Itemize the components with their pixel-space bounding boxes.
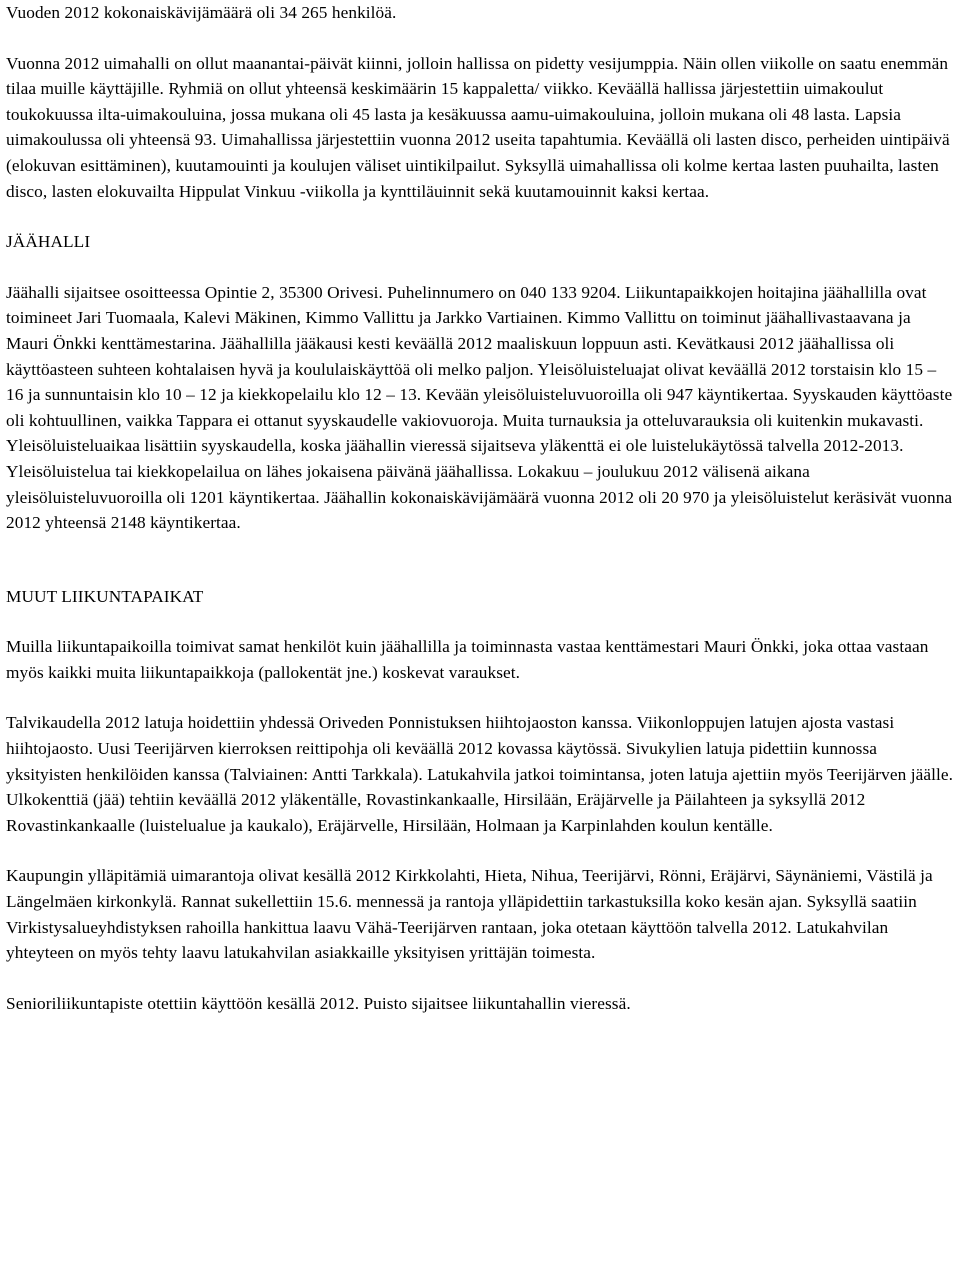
paragraph-spacer [6,609,956,634]
other-facilities-paragraph-staff: Muilla liikuntapaikoilla toimivat samat henkilöt kuin jäähallilla ja toiminnasta vastaa kenttämestari Mauri Önkki, joka ottaa vastaan myös kaikki muita liikuntapaikkoja (pallokentät jne.) koskevat varaukset. [6,637,929,682]
other-facilities-paragraph-beaches: Kaupungin ylläpitämiä uimarantoja olivat kesällä 2012 Kirkkolahti, Hieta, Nihua, Teerijärvi, Rönni, Eräjärvi, Säynäniemi, Västilä ja Längelmäen kirkonkylä. Rannat sukellettiin 15.6. mennessä ja rantoja ylläpidettiin tarkastuksilla koko kesän ajan. Syksyllä saatiin Virkistysalueyhdistyksen rahoilla hankittua laavu Vähä-Teerijärven rantaan, joka otetaan käyttöön talvella 2012. Latukahvilan yhteyteen on myös tehty laavu latukahvilan asiakkaille yksityisen yrittäjän toimesta. [6,866,933,963]
ice-hall-paragraph: Jäähalli sijaitsee osoitteessa Opintie 2, 35300 Orivesi. Puhelinnumero on 040 133 9204. Liikuntapaikkojen hoitajina jäähallilla ovat toimineet Jari Tuomaala, Kalevi Mäkinen, Kimmo Vallittu ja Jarkko Vartiainen. Kimmo Vallittu on toiminut jäähallivastaavana ja Mauri Önkki kenttämestarina. Jäähallilla jääkausi kesti keväällä 2012 maaliskuun loppuun asti. Kevätkausi 2012 jäähallissa oli käyttöasteen suhteen kohtalaisen hyvä ja koululaiskäyttöä oli melko paljon. Yleisöluisteluajat olivat keväällä 2012 torstaisin klo 15 – 16 ja sunnuntaisin klo 10 – 12 ja kiekkopelailu klo 12 – 13. Kevään yleisöluisteluvuoroilla oli 947 käyntikertaa. Syyskauden käyttöaste oli kohtuullinen, vaikka Tappara ei ottanut syyskaudelle vakiovuoroja. Muita turnauksia ja otteluvarauksia oli kuitenkin mukavasti. Yleisöluisteluaikaa lisättiin syyskaudella, koska jäähallin vieressä sijaitseva yläkenttä ei ole luistelukäytössä talvella 2012-2013. Yleisöluistelua tai kiekkopelailua on lähes jokaisena päivänä jäähallissa. Lokakuu – joulukuu 2012 välisenä aikana yleisöluisteluvuoroilla oli 1201 käyntikertaa. Jäähallin kokonaiskävijämäärä vuonna 2012 oli 20 970 ja yleisöluistelut keräsivät vuonna 2012 yhteensä 2148 käyntikertaa. [6,282,953,533]
intro-paragraph: Vuoden 2012 kokonaiskävijämäärä oli 34 265 henkilöä. [6,3,397,22]
paragraph-spacer [6,838,956,863]
ice-hall-heading: JÄÄHALLI [6,232,91,252]
paragraph-spacer [6,685,956,710]
paragraph-spacer [6,26,956,51]
section-spacer [6,536,956,584]
paragraph-spacer [6,966,956,991]
other-facilities-paragraph-senior: Senioriliikuntapiste otettiin käyttöön kesällä 2012. Puisto sijaitsee liikuntahallin vieressä. [6,993,631,1013]
paragraph-spacer [6,204,956,229]
document-page [6,0,956,1016]
other-facilities-heading: MUUT LIIKUNTAPAIKAT [6,586,204,606]
paragraph-spacer [6,255,956,280]
swimming-hall-paragraph: Vuonna 2012 uimahalli on ollut maanantai-päivät kiinni, jolloin hallissa on pidetty vesijumppia. Näin ollen viikolle on saatu enemmän tilaa muille käyttäjille. Ryhmiä on ollut yhteensä keskimäärin 15 kappaletta/ viikko. Keväällä hallissa järjestettiin uimakoulut toukokuussa ilta-uimakouluina, jossa mukana oli 45 lasta ja kesäkuussa aamu-uimakouluina, jolloin mukana oli 48 lasta. Lapsia uimakoulussa oli yhteensä 93. Uimahallissa järjestettiin vuonna 2012 useita tapahtumia. Keväällä oli lasten disco, perheiden uintipäivä (elokuvan esittäminen), kuutamouinti ja koulujen väliset uintikilpailut. Syksyllä uimahallissa oli kolme kertaa lasten puuhailta, lasten disco, lasten elokuvailta Hippulat Vinkuu -viikolla ja kynttiläuinnit sekä kuutamouinnit kaksi kertaa. [6,53,950,201]
other-facilities-paragraph-tracks: Talvikaudella 2012 latuja hoidettiin yhdessä Oriveden Ponnistuksen hiihtojaoston kanssa. Viikonloppujen latujen ajosta vastasi hiihtojaosto. Uusi Teerijärven kierroksen reittipohja oli keväällä 2012 kovassa käytössä. Sivukylien latuja pidettiin kunnossa yksityisten henkilöiden kanssa (Talviainen: Antti Tarkkala). Latukahvila jatkoi toimintansa, joten latuja ajettiin myös Teerijärven jäälle. Ulkokenttiä (jää) tehtiin keväällä 2012 yläkentälle, Rovastinkankaalle, Hirsilään, Eräjärvelle ja Päilahteen ja syksyllä 2012 Rovastinkankaalle (luistelualue ja kaukalo), Eräjärvelle, Hirsilään, Holmaan ja Karpinlahden koulun kentälle. [6,713,953,835]
